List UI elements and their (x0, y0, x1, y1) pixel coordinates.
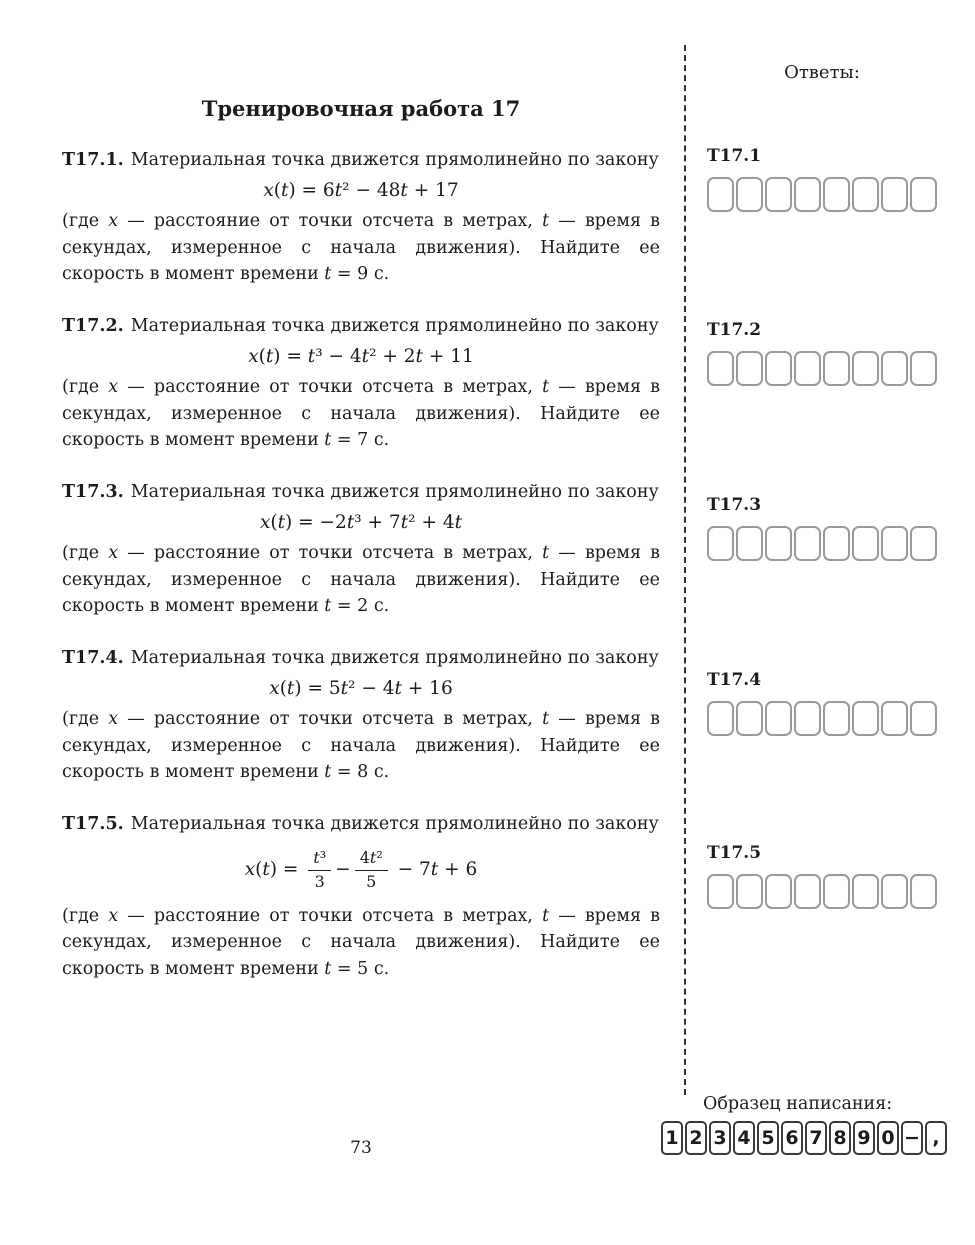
sample-glyph-cell: 8 (829, 1121, 851, 1155)
problem-body: (где x — расстояние от точки отсчета в метрах, t — время в секундах, измеренное с начала движения). Найдите ее скорость в момент времени t = 5 с. (62, 906, 660, 979)
answer-cell[interactable] (707, 351, 734, 386)
problem-label: Т17.4. (62, 648, 124, 668)
sample-glyph-cell: 7 (805, 1121, 827, 1155)
answer-cell[interactable] (823, 526, 850, 561)
answer-cell[interactable] (910, 351, 937, 386)
problem-intro: Материальная точка движется прямолинейно по закону (130, 482, 659, 502)
problem-t17-3 (62, 479, 660, 619)
page-title: Тренировочная работа 17 (201, 96, 521, 121)
answer-cell[interactable] (881, 874, 908, 909)
answer-item-t17-1 (707, 146, 939, 212)
answer-box-t17-5 (707, 874, 939, 909)
problem-body: (где x — расстояние от точки отсчета в метрах, t — время в секундах, измеренное с начала движения). Найдите ее скорость в момент времени t = 9 с. (62, 211, 660, 284)
fraction-numerator: t³ (308, 849, 331, 870)
answer-cell[interactable] (910, 177, 937, 212)
formula-lead: x(t) = (244, 859, 305, 881)
answer-cell[interactable] (736, 874, 763, 909)
problem-statement (62, 479, 660, 505)
answer-cell[interactable] (765, 526, 792, 561)
answer-cell[interactable] (881, 701, 908, 736)
sample-glyph-cell: , (925, 1121, 947, 1155)
answer-cell[interactable] (765, 701, 792, 736)
problems-column (62, 96, 660, 1008)
problem-statement (62, 147, 660, 173)
problem-label: Т17.5. (62, 814, 124, 834)
sample-glyph-cell: 5 (757, 1121, 779, 1155)
answer-cell[interactable] (852, 701, 879, 736)
answer-label: Т17.1 (707, 146, 762, 166)
problem-statement (62, 645, 660, 671)
problem-intro: Материальная точка движется прямолинейно по закону (130, 150, 659, 170)
problem-body: (где x — расстояние от точки отсчета в метрах, t — время в секундах, измеренное с начала движения). Найдите ее скорость в момент времени t = 2 с. (62, 543, 660, 616)
answer-cell[interactable] (707, 874, 734, 909)
answer-cell[interactable] (736, 351, 763, 386)
problem-t17-5 (62, 811, 660, 982)
answer-cell[interactable] (823, 351, 850, 386)
answer-cell[interactable] (765, 351, 792, 386)
answer-cell[interactable] (881, 526, 908, 561)
fraction (308, 849, 331, 891)
answer-cell[interactable] (910, 701, 937, 736)
answer-cell[interactable] (910, 526, 937, 561)
answer-cell[interactable] (852, 177, 879, 212)
problem-formula: x(t) = t³ − 4t² + 2t + 11 (248, 346, 474, 368)
problem-intro: Материальная точка движется прямолинейно по закону (130, 316, 659, 336)
answer-cell[interactable] (736, 701, 763, 736)
page-number: 73 (350, 1138, 372, 1158)
answer-cell[interactable] (736, 526, 763, 561)
formula-operator: − (335, 859, 351, 881)
answer-cell[interactable] (707, 177, 734, 212)
problem-intro: Материальная точка движется прямолинейно по закону (130, 648, 659, 668)
problem-formula: x(t) = −2t³ + 7t² + 4t (259, 512, 463, 534)
problem-formula: x(t) = 5t² − 4t + 16 (269, 678, 453, 700)
problem-label: Т17.3. (62, 482, 124, 502)
answer-label: Т17.4 (707, 670, 762, 690)
answer-cell[interactable] (794, 701, 821, 736)
problem-body: (где x — расстояние от точки отсчета в метрах, t — время в секундах, измеренное с начала движения). Найдите ее скорость в момент времени t = 7 с. (62, 377, 660, 450)
sample-glyph-cell: 9 (853, 1121, 875, 1155)
writing-sample-label: Образец написания: (703, 1094, 893, 1114)
problem-formula (62, 849, 660, 891)
answer-cell[interactable] (794, 874, 821, 909)
answer-item-t17-4 (707, 670, 939, 736)
answer-cell[interactable] (881, 351, 908, 386)
answer-cell[interactable] (852, 874, 879, 909)
fraction (355, 849, 388, 891)
fraction-numerator: 4t² (355, 849, 388, 870)
answer-label: Т17.5 (707, 843, 762, 863)
dashed-divider (684, 45, 686, 1095)
problem-label: Т17.1. (62, 150, 124, 170)
sample-glyph-cell: 1 (661, 1121, 683, 1155)
problem-body: (где x — расстояние от точки отсчета в метрах, t — время в секундах, измеренное с начала движения). Найдите ее скорость в момент времени t = 8 с. (62, 709, 660, 782)
answer-cell[interactable] (881, 177, 908, 212)
sample-glyph-cell: 6 (781, 1121, 803, 1155)
problem-statement (62, 313, 660, 339)
problem-label: Т17.2. (62, 316, 124, 336)
answer-cell[interactable] (707, 526, 734, 561)
answer-cell[interactable] (765, 874, 792, 909)
problem-t17-2 (62, 313, 660, 453)
fraction-denominator: 5 (366, 871, 377, 891)
answer-box-t17-1 (707, 177, 939, 212)
answer-cell[interactable] (794, 177, 821, 212)
answer-cell[interactable] (794, 351, 821, 386)
answer-cell[interactable] (707, 701, 734, 736)
sample-digits-row (661, 1121, 947, 1155)
problem-t17-4 (62, 645, 660, 785)
formula-tail: − 7t + 6 (391, 859, 478, 881)
answer-item-t17-3 (707, 495, 939, 561)
answer-item-t17-5 (707, 843, 939, 909)
problem-intro: Материальная точка движется прямолинейно по закону (130, 814, 659, 834)
answer-cell[interactable] (823, 874, 850, 909)
answer-cell[interactable] (823, 177, 850, 212)
problem-statement (62, 811, 660, 837)
answer-box-t17-3 (707, 526, 939, 561)
answer-cell[interactable] (852, 351, 879, 386)
sample-glyph-cell: 0 (877, 1121, 899, 1155)
answer-cell[interactable] (794, 526, 821, 561)
answer-cell[interactable] (910, 874, 937, 909)
sample-glyph-cell: − (901, 1121, 923, 1155)
answer-item-t17-2 (707, 320, 939, 386)
sample-glyph-cell: 2 (685, 1121, 707, 1155)
answer-cell[interactable] (823, 701, 850, 736)
fraction-denominator: 3 (314, 871, 325, 891)
answer-cell[interactable] (736, 177, 763, 212)
sample-glyph-cell: 4 (733, 1121, 755, 1155)
answer-cell[interactable] (765, 177, 792, 212)
answer-cell[interactable] (852, 526, 879, 561)
sample-glyph-cell: 3 (709, 1121, 731, 1155)
answer-box-t17-2 (707, 351, 939, 386)
problem-t17-1 (62, 147, 660, 287)
answer-label: Т17.3 (707, 495, 762, 515)
problem-formula: x(t) = 6t² − 48t + 17 (263, 180, 459, 202)
answer-box-t17-4 (707, 701, 939, 736)
answers-header: Ответы: (784, 62, 860, 83)
answer-label: Т17.2 (707, 320, 762, 340)
